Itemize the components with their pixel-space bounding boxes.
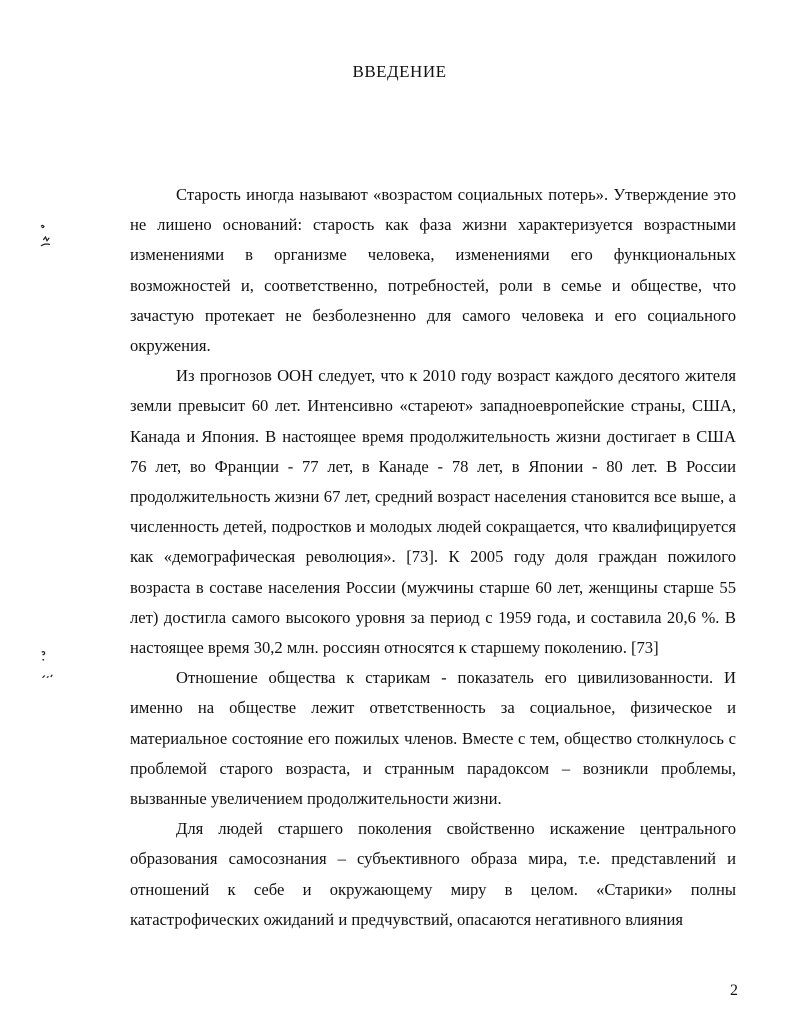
scan-artifact-mark — [36, 222, 58, 252]
paragraph-4: Для людей старшего поколения свойственно искажение центрального образования самосознания – субъективного образа мира, т.е. представлений и отношений к себе и окружающему миру в целом. «Старики» полны катастрофических ожиданий и предчувствий, опасаются негативного влияния — [130, 819, 736, 929]
document-body — [130, 180, 736, 935]
scan-artifact-mark — [36, 650, 58, 680]
paragraph-1: Старость иногда называют «возрастом социальных потерь». Утверждение это не лишено оснований: старость как фаза жизни характеризуется возрастными изменениями в организме человека, изменениями его функциональных возможностей и, соответственно, потребностей, роли в семье и обществе, что зачастую протекает не безболезненно для самого человека и его социального окружения. — [130, 185, 736, 356]
page-title: ВВЕДЕНИЕ — [352, 62, 447, 81]
paragraph-2: Из прогнозов ООН следует, что к 2010 году возраст каждого десятого жителя земли превысит 60 лет. Интенсивно «стареют» западноевропейские страны, США, Канада и Япония. В настоящее время продолжительность жизни достигает в США 76 лет, во Франции - 77 лет, в Канаде - 78 лет, в Японии - 80 лет. В России продолжительность жизни 67 лет, средний возраст населения становится все выше, а численность детей, подростков и молодых людей сокращается, что квалифицируется как «демографическая революция». [73]. К 2005 году доля граждан пожилого возраста в составе населения России (мужчины старше 60 лет, женщины старше 55 лет) достигла самого высокого уровня за период с 1959 года, и составила 20,6 %. В настоящее время 30,2 млн. россиян относятся к старшему поколению. [73] — [130, 366, 736, 658]
paragraph-3: Отношение общества к старикам - показатель его цивилизованности. И именно на обществе лежит ответственность за социальное, физическое и материальное состояние его пожилых членов. Вместе с тем, общество столкнулось с проблемой старого возраста, и странным парадоксом – возникли проблемы, вызванные увеличением продолжительности жизни. — [130, 668, 736, 809]
page-number: 2 — [730, 982, 738, 999]
